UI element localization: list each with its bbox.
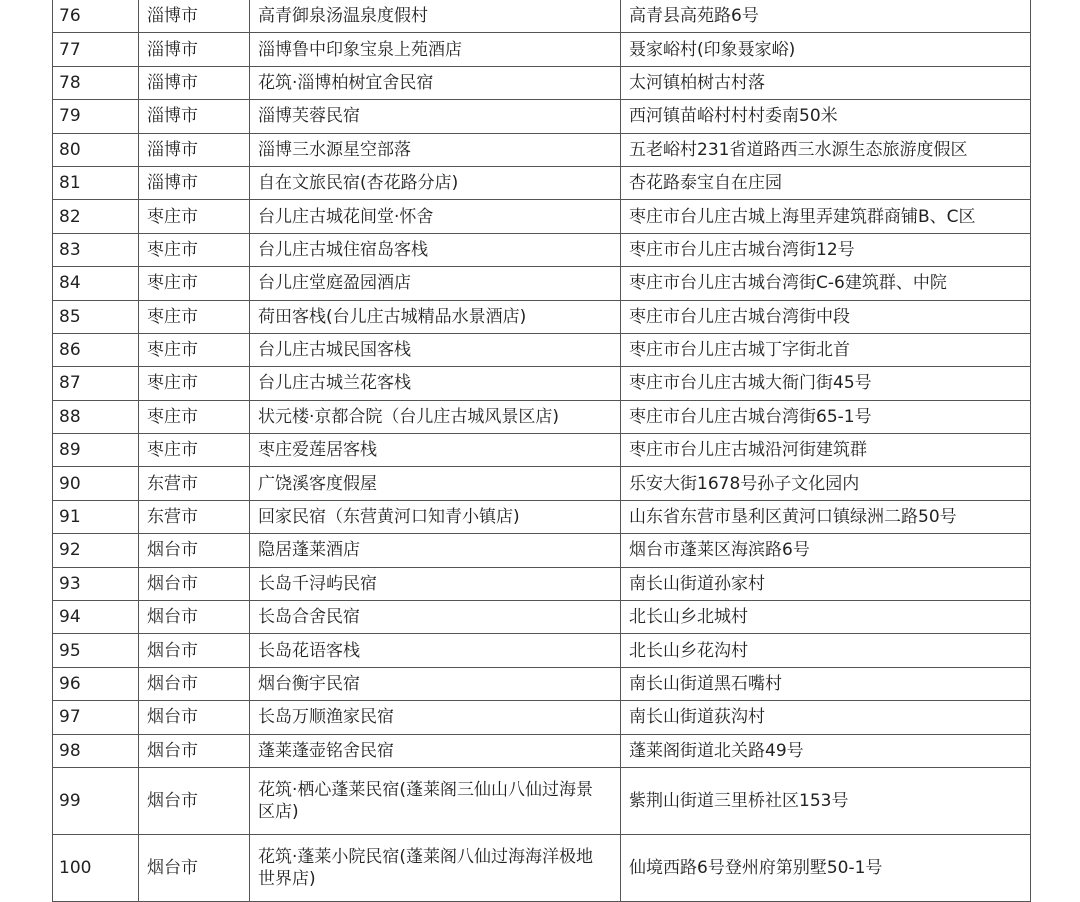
row-number: 94	[53, 601, 139, 634]
row-number: 85	[53, 300, 139, 333]
row-city: 烟台市	[139, 734, 250, 767]
row-name: 蓬莱蓬壶铭舍民宿	[250, 734, 621, 767]
table-row	[53, 200, 1031, 233]
row-address: 枣庄市台儿庄古城台湾街12号	[621, 233, 1031, 266]
row-number: 97	[53, 701, 139, 734]
row-number: 76	[53, 0, 139, 33]
table-row	[53, 33, 1031, 66]
row-number: 93	[53, 567, 139, 600]
row-address: 枣庄市台儿庄古城台湾街中段	[621, 300, 1031, 333]
row-name: 花筑·栖心蓬莱民宿(蓬莱阁三仙山八仙过海景区店)	[250, 767, 621, 834]
table-row	[53, 367, 1031, 400]
row-address: 枣庄市台儿庄古城上海里弄建筑群商铺B、C区	[621, 200, 1031, 233]
row-name: 花筑·淄博柏树宜舍民宿	[250, 66, 621, 99]
row-address: 紫荆山街道三里桥社区153号	[621, 767, 1031, 834]
row-city: 淄博市	[139, 133, 250, 166]
row-city: 淄博市	[139, 0, 250, 33]
row-city: 枣庄市	[139, 200, 250, 233]
row-address: 烟台市蓬莱区海滨路6号	[621, 534, 1031, 567]
table-row	[53, 267, 1031, 300]
row-number: 86	[53, 333, 139, 366]
row-city: 枣庄市	[139, 233, 250, 266]
table-row	[53, 467, 1031, 500]
row-address: 太河镇柏树古村落	[621, 66, 1031, 99]
row-name: 淄博鲁中印象宝泉上苑酒店	[250, 33, 621, 66]
row-number: 80	[53, 133, 139, 166]
row-name: 淄博芙蓉民宿	[250, 100, 621, 133]
row-name: 长岛万顺渔家民宿	[250, 701, 621, 734]
row-city: 烟台市	[139, 534, 250, 567]
row-name: 淄博三水源星空部落	[250, 133, 621, 166]
table-row	[53, 100, 1031, 133]
row-city: 东营市	[139, 500, 250, 533]
table-row	[53, 434, 1031, 467]
row-name: 回家民宿（东营黄河口知青小镇店)	[250, 500, 621, 533]
row-name: 广饶溪客度假屋	[250, 467, 621, 500]
row-address: 仙境西路6号登州府第别墅50-1号	[621, 834, 1031, 901]
row-name: 台儿庄古城花间堂·怀舍	[250, 200, 621, 233]
table-row	[53, 233, 1031, 266]
row-number: 81	[53, 166, 139, 199]
table-row	[53, 567, 1031, 600]
row-number: 99	[53, 767, 139, 834]
row-city: 枣庄市	[139, 333, 250, 366]
row-name: 状元楼·京都合院（台儿庄古城风景区店)	[250, 400, 621, 433]
row-address: 蓬莱阁街道北关路49号	[621, 734, 1031, 767]
table-row	[53, 133, 1031, 166]
row-name: 自在文旅民宿(杏花路分店)	[250, 166, 621, 199]
row-address: 南长山街道孙家村	[621, 567, 1031, 600]
row-number: 95	[53, 634, 139, 667]
table-row	[53, 601, 1031, 634]
row-number: 96	[53, 667, 139, 700]
table-body	[53, 0, 1031, 902]
row-name: 台儿庄古城民国客栈	[250, 333, 621, 366]
row-city: 枣庄市	[139, 300, 250, 333]
row-name: 花筑·蓬莱小院民宿(蓬莱阁八仙过海海洋极地世界店)	[250, 834, 621, 901]
row-city: 烟台市	[139, 767, 250, 834]
row-name: 隐居蓬莱酒店	[250, 534, 621, 567]
table-row	[53, 734, 1031, 767]
row-address: 枣庄市台儿庄古城台湾街65-1号	[621, 400, 1031, 433]
table-row	[53, 834, 1031, 901]
table-row	[53, 634, 1031, 667]
row-address: 杏花路泰宝自在庄园	[621, 166, 1031, 199]
row-city: 淄博市	[139, 33, 250, 66]
row-address: 南长山街道黑石嘴村	[621, 667, 1031, 700]
row-city: 烟台市	[139, 834, 250, 901]
row-number: 78	[53, 66, 139, 99]
row-address: 北长山乡北城村	[621, 601, 1031, 634]
row-city: 淄博市	[139, 66, 250, 99]
row-name: 台儿庄古城兰花客栈	[250, 367, 621, 400]
row-number: 89	[53, 434, 139, 467]
table-row	[53, 667, 1031, 700]
table-row	[53, 500, 1031, 533]
row-city: 烟台市	[139, 601, 250, 634]
row-number: 77	[53, 33, 139, 66]
row-number: 79	[53, 100, 139, 133]
row-number: 84	[53, 267, 139, 300]
row-address: 乐安大街1678号孙子文化园内	[621, 467, 1031, 500]
homestay-list-table	[52, 0, 1031, 902]
row-address: 聂家峪村(印象聂家峪)	[621, 33, 1031, 66]
row-name: 长岛花语客栈	[250, 634, 621, 667]
row-number: 91	[53, 500, 139, 533]
table-row	[53, 66, 1031, 99]
row-city: 烟台市	[139, 667, 250, 700]
row-city: 枣庄市	[139, 434, 250, 467]
table-row	[53, 701, 1031, 734]
table-row	[53, 767, 1031, 834]
row-number: 82	[53, 200, 139, 233]
row-name: 长岛千浔屿民宿	[250, 567, 621, 600]
row-number: 92	[53, 534, 139, 567]
row-address: 枣庄市台儿庄古城沿河街建筑群	[621, 434, 1031, 467]
row-name: 枣庄爱莲居客栈	[250, 434, 621, 467]
row-number: 100	[53, 834, 139, 901]
row-city: 淄博市	[139, 166, 250, 199]
row-city: 东营市	[139, 467, 250, 500]
row-name: 高青御泉汤温泉度假村	[250, 0, 621, 33]
row-number: 87	[53, 367, 139, 400]
table-row	[53, 300, 1031, 333]
row-city: 淄博市	[139, 100, 250, 133]
row-address: 枣庄市台儿庄古城大衙门街45号	[621, 367, 1031, 400]
row-name: 台儿庄古城住宿岛客栈	[250, 233, 621, 266]
row-city: 枣庄市	[139, 267, 250, 300]
row-number: 88	[53, 400, 139, 433]
row-number: 90	[53, 467, 139, 500]
row-city: 烟台市	[139, 567, 250, 600]
table-row	[53, 400, 1031, 433]
row-address: 五老峪村231省道路西三水源生态旅游度假区	[621, 133, 1031, 166]
table-row	[53, 166, 1031, 199]
row-number: 98	[53, 734, 139, 767]
table-row	[53, 0, 1031, 33]
row-city: 烟台市	[139, 701, 250, 734]
row-name: 台儿庄堂庭盈园酒店	[250, 267, 621, 300]
row-city: 枣庄市	[139, 400, 250, 433]
table-row	[53, 333, 1031, 366]
row-address: 南长山街道荻沟村	[621, 701, 1031, 734]
row-city: 枣庄市	[139, 367, 250, 400]
row-address: 北长山乡花沟村	[621, 634, 1031, 667]
row-name: 烟台衡宇民宿	[250, 667, 621, 700]
row-name: 荷田客栈(台儿庄古城精品水景酒店)	[250, 300, 621, 333]
row-number: 83	[53, 233, 139, 266]
row-address: 枣庄市台儿庄古城丁字街北首	[621, 333, 1031, 366]
row-address: 枣庄市台儿庄古城台湾街C-6建筑群、中院	[621, 267, 1031, 300]
row-address: 高青县高苑路6号	[621, 0, 1031, 33]
table-row	[53, 534, 1031, 567]
row-city: 烟台市	[139, 634, 250, 667]
row-address: 西河镇苗峪村村村委南50米	[621, 100, 1031, 133]
row-name: 长岛合舍民宿	[250, 601, 621, 634]
row-address: 山东省东营市垦利区黄河口镇绿洲二路50号	[621, 500, 1031, 533]
